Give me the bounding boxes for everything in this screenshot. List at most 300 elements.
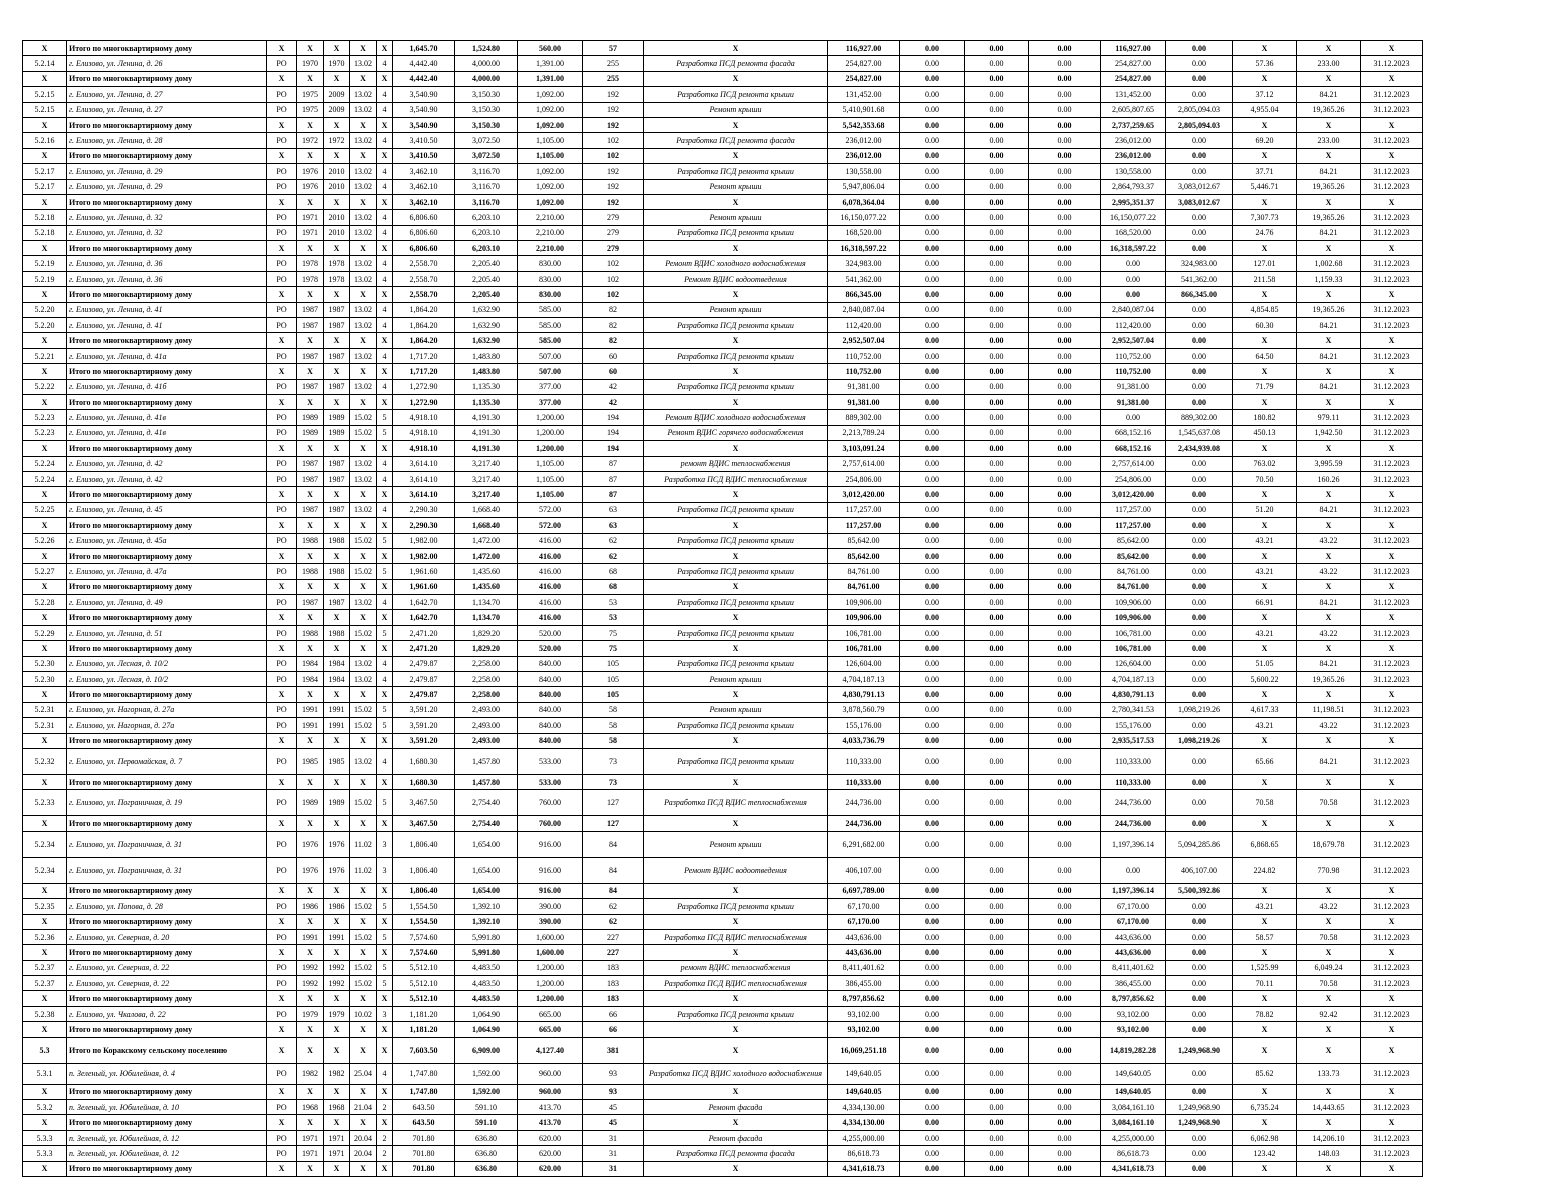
- table-cell: X: [324, 518, 350, 533]
- table-cell: 2009: [324, 102, 350, 117]
- table-cell: 1971: [297, 225, 324, 240]
- table-cell: 5,991.80: [455, 929, 518, 944]
- table-cell: 3,072.50: [455, 133, 518, 148]
- table-cell: 255: [583, 56, 644, 71]
- table-cell: X: [1297, 579, 1361, 594]
- table-cell: 15.02: [350, 929, 377, 944]
- table-cell: 224.82: [1233, 857, 1297, 883]
- table-cell: 0.00: [900, 625, 965, 640]
- table-cell: PO: [267, 179, 297, 194]
- table-cell: 126,604.00: [828, 656, 900, 671]
- table-cell: 73: [583, 748, 644, 774]
- table-cell: X: [23, 945, 67, 960]
- table-cell: 4,918.10: [393, 410, 455, 425]
- table-cell: 324,983.00: [1166, 256, 1233, 271]
- table-cell: 43.21: [1233, 564, 1297, 579]
- table-cell: 236,012.00: [1101, 148, 1166, 163]
- table-cell: X: [1233, 733, 1297, 748]
- table-cell: X: [1297, 364, 1361, 379]
- table-cell: 5.2.15: [23, 87, 67, 102]
- table-cell: 13.02: [350, 656, 377, 671]
- table-cell: 2,757,614.00: [1101, 456, 1166, 471]
- table-cell: 0.00: [1166, 502, 1233, 517]
- table-cell: 3,012,420.00: [1101, 487, 1166, 502]
- table-cell: 0.00: [965, 348, 1029, 363]
- table-cell: 155,176.00: [1101, 718, 1166, 733]
- table-cell: 2,805,094.03: [1166, 102, 1233, 117]
- table-cell: 1988: [297, 625, 324, 640]
- table-cell: 5.2.20: [23, 318, 67, 333]
- table-cell: PO: [267, 929, 297, 944]
- table-row-total: [23, 641, 1423, 656]
- table-cell: X: [23, 518, 67, 533]
- table-row-total: [23, 548, 1423, 563]
- table-cell: X: [1361, 548, 1423, 563]
- table-cell: 0.00: [965, 117, 1029, 132]
- table-cell: 572.00: [518, 502, 583, 517]
- table-cell: X: [267, 883, 297, 898]
- table-cell: X: [644, 914, 828, 929]
- table-cell: X: [1361, 241, 1423, 256]
- table-cell: X: [1297, 241, 1361, 256]
- table-cell: X: [1361, 914, 1423, 929]
- table-cell: 0.00: [1166, 899, 1233, 914]
- table-cell: 5.2.24: [23, 471, 67, 486]
- table-cell: 5,512.10: [393, 976, 455, 991]
- table-cell: 0.00: [900, 318, 965, 333]
- table-cell: 37.12: [1233, 87, 1297, 102]
- table-cell: 5: [377, 899, 393, 914]
- table-cell: 1,806.40: [393, 857, 455, 883]
- table-cell: X: [644, 1022, 828, 1037]
- table-cell: X: [297, 1084, 324, 1099]
- table-cell: 1,483.80: [455, 364, 518, 379]
- table-cell: 0.00: [1029, 641, 1101, 656]
- table-cell: 0.00: [965, 102, 1029, 117]
- table-cell: 916.00: [518, 831, 583, 857]
- table-cell: X: [377, 71, 393, 86]
- table-cell: 1987: [297, 502, 324, 517]
- table-cell: X: [350, 518, 377, 533]
- table-cell: X: [350, 1115, 377, 1130]
- table-row-total: [23, 687, 1423, 702]
- table-cell: X: [1297, 71, 1361, 86]
- table-cell: 0.00: [1029, 672, 1101, 687]
- table-cell: 1971: [324, 1146, 350, 1161]
- table-cell: X: [297, 816, 324, 831]
- table-cell: 4,955.04: [1233, 102, 1297, 117]
- table-cell: X: [297, 774, 324, 789]
- table-cell: 3,150.30: [455, 117, 518, 132]
- table-cell: 6,203.10: [455, 225, 518, 240]
- table-cell: 1,098,219.26: [1166, 702, 1233, 717]
- table-cell: X: [324, 1084, 350, 1099]
- table-cell: 13.02: [350, 102, 377, 117]
- table-cell: 194: [583, 425, 644, 440]
- table-cell: 6,806.60: [393, 241, 455, 256]
- table-cell: 110,333.00: [828, 774, 900, 789]
- table-cell: 31.12.2023: [1361, 625, 1423, 640]
- table-cell: 4: [377, 348, 393, 363]
- table-cell: 5.2.31: [23, 718, 67, 733]
- table-cell: Ремонт ВДИС горячего водоснабжения: [644, 425, 828, 440]
- table-cell: 93: [583, 1084, 644, 1099]
- table-cell: X: [1361, 1161, 1423, 1176]
- table-cell: Итого по многоквартирному дому: [67, 148, 267, 163]
- table-cell: 85.62: [1233, 1063, 1297, 1084]
- table-cell: 0.00: [900, 333, 965, 348]
- table-cell: 0.00: [965, 194, 1029, 209]
- table-cell: 1991: [324, 718, 350, 733]
- table-cell: X: [297, 945, 324, 960]
- table-cell: 1979: [297, 1006, 324, 1021]
- table-cell: 0.00: [900, 1063, 965, 1084]
- table-cell: 5.2.23: [23, 410, 67, 425]
- table-cell: 0.00: [965, 379, 1029, 394]
- table-cell: 2,605,807.65: [1101, 102, 1166, 117]
- table-cell: 3: [377, 1006, 393, 1021]
- table-cell: 4,191.30: [455, 410, 518, 425]
- table-cell: X: [267, 945, 297, 960]
- table-cell: 1989: [297, 790, 324, 816]
- table-cell: 3,150.30: [455, 102, 518, 117]
- table-cell: г. Елизово, ул. Нагорная, д. 27а: [67, 702, 267, 717]
- table-cell: X: [377, 41, 393, 56]
- table-cell: X: [377, 117, 393, 132]
- table-row-total: [23, 579, 1423, 594]
- table-cell: X: [267, 394, 297, 409]
- table-cell: 0.00: [965, 1022, 1029, 1037]
- table-cell: 1989: [324, 790, 350, 816]
- table-cell: Ремонт ВДИС водоотведения: [644, 271, 828, 286]
- table-cell: 13.02: [350, 502, 377, 517]
- table-cell: 5.2.29: [23, 625, 67, 640]
- table-cell: 236,012.00: [828, 148, 900, 163]
- table-cell: 0.00: [1029, 256, 1101, 271]
- table-cell: PO: [267, 425, 297, 440]
- table-cell: X: [23, 991, 67, 1006]
- table-cell: Разработка ПСД ремонта крыши: [644, 379, 828, 394]
- table-cell: 1,654.00: [455, 883, 518, 898]
- table-cell: X: [297, 241, 324, 256]
- table-cell: Разработка ПСД ВДИС теплоснабжения: [644, 976, 828, 991]
- table-cell: 31: [583, 1161, 644, 1176]
- table-cell: 0.00: [965, 1084, 1029, 1099]
- table-cell: 1,545,637.08: [1166, 425, 1233, 440]
- table-cell: Разработка ПСД ремонта крыши: [644, 225, 828, 240]
- table-cell: 5.2.18: [23, 225, 67, 240]
- table-cell: 31.12.2023: [1361, 379, 1423, 394]
- table-cell: 42: [583, 394, 644, 409]
- table-cell: X: [297, 394, 324, 409]
- table-row: [23, 456, 1423, 471]
- table-row: [23, 1063, 1423, 1084]
- table-cell: 183: [583, 976, 644, 991]
- table-cell: 4,255,000.00: [828, 1130, 900, 1145]
- table-cell: X: [267, 1161, 297, 1176]
- table-cell: 155,176.00: [828, 718, 900, 733]
- table-cell: 19,365.26: [1297, 102, 1361, 117]
- table-cell: PO: [267, 302, 297, 317]
- table-cell: 1,272.90: [393, 394, 455, 409]
- table-cell: X: [23, 774, 67, 789]
- table-cell: г. Елизово, ул. Ленина, д. 27: [67, 102, 267, 117]
- table-row-total: [23, 518, 1423, 533]
- table-cell: Ремонт крыши: [644, 210, 828, 225]
- table-cell: 0.00: [900, 595, 965, 610]
- table-cell: 85,642.00: [828, 533, 900, 548]
- table-cell: Итого по многоквартирному дому: [67, 117, 267, 132]
- table-cell: X: [23, 41, 67, 56]
- table-cell: 1,806.40: [393, 883, 455, 898]
- table-cell: 194: [583, 410, 644, 425]
- table-cell: X: [1361, 610, 1423, 625]
- table-cell: PO: [267, 102, 297, 117]
- table-cell: X: [377, 991, 393, 1006]
- table-cell: X: [23, 883, 67, 898]
- table-cell: 0.00: [965, 471, 1029, 486]
- table-cell: X: [1361, 1022, 1423, 1037]
- table-cell: 0.00: [965, 41, 1029, 56]
- table-cell: 0.00: [965, 1063, 1029, 1084]
- table-cell: X: [267, 518, 297, 533]
- table-cell: Итого по многоквартирному дому: [67, 733, 267, 748]
- table-cell: 2,493.00: [455, 718, 518, 733]
- table-cell: X: [1233, 687, 1297, 702]
- table-cell: 1,654.00: [455, 857, 518, 883]
- table-cell: PO: [267, 718, 297, 733]
- table-row-total: [23, 1161, 1423, 1176]
- table-cell: X: [644, 287, 828, 302]
- table-cell: 0.00: [900, 748, 965, 774]
- table-cell: 2,205.40: [455, 287, 518, 302]
- table-cell: X: [350, 441, 377, 456]
- table-cell: 1,181.20: [393, 1006, 455, 1021]
- table-cell: 43.21: [1233, 625, 1297, 640]
- table-cell: 31.12.2023: [1361, 533, 1423, 548]
- table-cell: 91,381.00: [1101, 394, 1166, 409]
- table-cell: 13.02: [350, 379, 377, 394]
- table-cell: 194: [583, 441, 644, 456]
- table-cell: 1,829.20: [455, 625, 518, 640]
- table-cell: X: [350, 641, 377, 656]
- table-cell: 0.00: [965, 1006, 1029, 1021]
- table-row-total: [23, 1084, 1423, 1099]
- table-cell: 1,864.20: [393, 302, 455, 317]
- table-cell: 0.00: [1166, 1022, 1233, 1037]
- table-cell: 416.00: [518, 579, 583, 594]
- table-cell: X: [267, 991, 297, 1006]
- table-cell: г. Елизово, ул. Ленина, д. 29: [67, 179, 267, 194]
- table-cell: 5.2.37: [23, 960, 67, 975]
- table-cell: 1985: [324, 748, 350, 774]
- table-cell: 0.00: [1166, 641, 1233, 656]
- table-cell: X: [23, 1084, 67, 1099]
- table-cell: 123.42: [1233, 1146, 1297, 1161]
- table-cell: 4: [377, 302, 393, 317]
- table-cell: X: [1297, 816, 1361, 831]
- table-row-total: [23, 41, 1423, 56]
- table-cell: 1,982.00: [393, 548, 455, 563]
- table-cell: 13.02: [350, 179, 377, 194]
- table-cell: 585.00: [518, 333, 583, 348]
- table-cell: X: [1233, 1115, 1297, 1130]
- table-cell: 2,213,789.24: [828, 425, 900, 440]
- table-cell: X: [1361, 1084, 1423, 1099]
- table-cell: 960.00: [518, 1084, 583, 1099]
- table-cell: 279: [583, 225, 644, 240]
- table-cell: 2009: [324, 87, 350, 102]
- table-cell: X: [1361, 441, 1423, 456]
- table-cell: 60.30: [1233, 318, 1297, 333]
- table-row-total: [23, 441, 1423, 456]
- table-cell: 1987: [297, 456, 324, 471]
- table-cell: 3,540.90: [393, 102, 455, 117]
- table-cell: X: [1361, 1115, 1423, 1130]
- table-cell: 1992: [324, 976, 350, 991]
- table-cell: 2,290.30: [393, 518, 455, 533]
- table-cell: Разработка ПСД ВДИС теплоснабжения: [644, 790, 828, 816]
- table-row: [23, 302, 1423, 317]
- table-cell: 0.00: [1029, 548, 1101, 563]
- table-cell: X: [1297, 610, 1361, 625]
- table-cell: 1982: [297, 1063, 324, 1084]
- table-cell: 31.12.2023: [1361, 718, 1423, 733]
- table-cell: 0.00: [1029, 533, 1101, 548]
- table-cell: 63: [583, 518, 644, 533]
- table-cell: 520.00: [518, 641, 583, 656]
- table-cell: 0.00: [900, 733, 965, 748]
- table-cell: 31.12.2023: [1361, 502, 1423, 517]
- table-cell: 84: [583, 857, 644, 883]
- table-cell: Разработка ПСД ремонта крыши: [644, 564, 828, 579]
- table-cell: X: [23, 733, 67, 748]
- table-cell: X: [350, 991, 377, 1006]
- table-cell: г. Елизово, ул. Пограничная, д. 31: [67, 831, 267, 857]
- table-cell: 1,747.80: [393, 1084, 455, 1099]
- table-cell: г. Елизово, ул. Чкалова, д. 22: [67, 1006, 267, 1021]
- table-cell: 1991: [297, 718, 324, 733]
- table-cell: 0.00: [1029, 318, 1101, 333]
- table-cell: 37.71: [1233, 164, 1297, 179]
- table-cell: 1975: [297, 102, 324, 117]
- table-cell: X: [350, 945, 377, 960]
- table-cell: PO: [267, 456, 297, 471]
- table-cell: 8,797,856.62: [828, 991, 900, 1006]
- table-row: [23, 87, 1423, 102]
- table-cell: X: [1361, 816, 1423, 831]
- table-cell: Итого по многоквартирному дому: [67, 333, 267, 348]
- table-cell: 227: [583, 945, 644, 960]
- table-cell: X: [297, 548, 324, 563]
- table-cell: X: [297, 1037, 324, 1063]
- table-cell: X: [23, 610, 67, 625]
- table-cell: 3,217.40: [455, 456, 518, 471]
- table-cell: 1,092.00: [518, 102, 583, 117]
- table-cell: X: [377, 441, 393, 456]
- table-cell: 3,878,560.79: [828, 702, 900, 717]
- table-cell: 5.2.17: [23, 164, 67, 179]
- table-cell: 5,947,806.04: [828, 179, 900, 194]
- table-cell: 3,467.50: [393, 816, 455, 831]
- table-cell: 0.00: [900, 117, 965, 132]
- table-cell: 5.2.24: [23, 456, 67, 471]
- table-cell: X: [377, 394, 393, 409]
- table-cell: 2: [377, 1146, 393, 1161]
- table-cell: X: [377, 883, 393, 898]
- table-cell: 0.00: [900, 441, 965, 456]
- table-cell: X: [297, 117, 324, 132]
- table-cell: 0.00: [965, 625, 1029, 640]
- table-cell: 0.00: [1029, 133, 1101, 148]
- table-cell: г. Елизово, ул. Лесная, д. 10/2: [67, 672, 267, 687]
- table-row: [23, 748, 1423, 774]
- table-cell: 0.00: [1166, 1146, 1233, 1161]
- table-cell: 0.00: [1029, 117, 1101, 132]
- table-cell: 1989: [324, 410, 350, 425]
- table-cell: X: [1233, 41, 1297, 56]
- table-cell: 960.00: [518, 1063, 583, 1084]
- table-cell: 11,198.51: [1297, 702, 1361, 717]
- table-cell: 116,927.00: [1101, 41, 1166, 56]
- table-cell: 84.21: [1297, 348, 1361, 363]
- table-cell: 2,493.00: [455, 733, 518, 748]
- table-cell: 0.00: [965, 1100, 1029, 1115]
- table-cell: 5.2.28: [23, 595, 67, 610]
- table-cell: PO: [267, 471, 297, 486]
- table-cell: 1975: [297, 87, 324, 102]
- table-cell: 0.00: [900, 102, 965, 117]
- table-row-total: [23, 816, 1423, 831]
- table-cell: 0.00: [900, 487, 965, 502]
- table-cell: 254,827.00: [828, 56, 900, 71]
- table-cell: 1987: [297, 595, 324, 610]
- table-cell: X: [1297, 441, 1361, 456]
- table-cell: 1988: [324, 564, 350, 579]
- table-cell: X: [324, 71, 350, 86]
- table-cell: 1,105.00: [518, 471, 583, 486]
- table-cell: 1976: [324, 857, 350, 883]
- table-cell: Разработка ПСД ВДИС теплоснабжения: [644, 471, 828, 486]
- table-cell: X: [1361, 1037, 1423, 1063]
- table-cell: г. Елизово, ул. Ленина, д. 36: [67, 271, 267, 286]
- table-cell: 443,636.00: [828, 929, 900, 944]
- table-cell: 0.00: [900, 914, 965, 929]
- table-cell: 6,806.60: [393, 225, 455, 240]
- table-cell: X: [644, 687, 828, 702]
- table-cell: 0.00: [900, 456, 965, 471]
- table-cell: г. Елизово, ул. Ленина, д. 49: [67, 595, 267, 610]
- table-cell: X: [324, 394, 350, 409]
- table-cell: 0.00: [1029, 1084, 1101, 1099]
- table-cell: X: [267, 816, 297, 831]
- table-cell: 0.00: [1029, 831, 1101, 857]
- table-cell: Итого по многоквартирному дому: [67, 1022, 267, 1037]
- table-cell: 0.00: [965, 518, 1029, 533]
- table-cell: 51.05: [1233, 656, 1297, 671]
- table-cell: 3,150.30: [455, 87, 518, 102]
- table-cell: 0.00: [965, 241, 1029, 256]
- table-row: [23, 595, 1423, 610]
- table-cell: X: [23, 241, 67, 256]
- table-cell: 1,524.80: [455, 41, 518, 56]
- table-cell: 0.00: [1166, 687, 1233, 702]
- table-cell: X: [267, 914, 297, 929]
- table-row: [23, 672, 1423, 687]
- table-cell: 1,961.60: [393, 564, 455, 579]
- table-row: [23, 210, 1423, 225]
- table-cell: 1989: [297, 410, 324, 425]
